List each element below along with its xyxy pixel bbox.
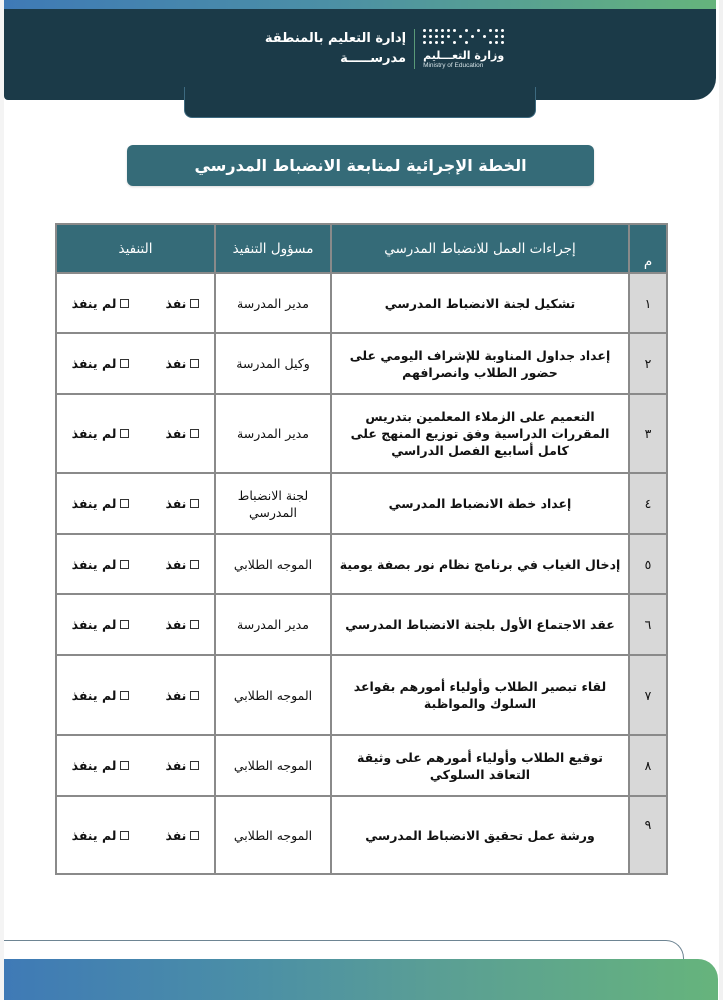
row-number: ٣	[629, 394, 667, 473]
checkbox-not-done[interactable]	[120, 560, 129, 569]
logo-dot	[501, 41, 504, 44]
logo-dot	[489, 29, 492, 32]
checkbox-not-done[interactable]	[120, 761, 129, 770]
header-divider	[414, 29, 415, 69]
option-done[interactable]	[165, 617, 199, 632]
row-execution	[56, 273, 215, 333]
logo-dot	[495, 35, 498, 38]
row-action: عقد الاجتماع الأول بلجنة الانضباط المدرسي	[331, 594, 629, 655]
checkbox-done[interactable]	[190, 691, 199, 700]
logo-dot	[441, 41, 444, 44]
row-responsible: لجنة الانضباط المدرسي	[215, 473, 331, 534]
option-done-label: نفذ	[165, 496, 187, 511]
logo-dot	[435, 29, 438, 32]
logo-dot	[483, 35, 486, 38]
option-done-label: نفذ	[165, 356, 187, 371]
row-number: ٩	[629, 796, 667, 874]
checkbox-done[interactable]	[190, 560, 199, 569]
row-execution	[56, 594, 215, 655]
option-done[interactable]	[165, 758, 199, 773]
option-not-done[interactable]	[72, 758, 130, 773]
row-number: ٤	[629, 473, 667, 534]
checkbox-not-done[interactable]	[120, 429, 129, 438]
option-not-done[interactable]	[72, 557, 130, 572]
row-execution	[56, 473, 215, 534]
option-not-done-label: لم ينفذ	[71, 617, 117, 632]
row-responsible: الموجه الطلابي	[215, 796, 331, 874]
row-action: ورشة عمل تحقيق الانضباط المدرسي	[331, 796, 629, 874]
logo-dot	[435, 41, 438, 44]
logo-dot	[495, 29, 498, 32]
option-not-done[interactable]	[72, 296, 130, 311]
logo-arabic: وزارة التعـــليم	[423, 49, 505, 62]
logo-dot	[429, 35, 432, 38]
logo-dot	[489, 41, 492, 44]
option-done-label: نفذ	[165, 617, 187, 632]
row-execution	[56, 796, 215, 874]
logo-dot	[435, 35, 438, 38]
header-execution: التنفيذ	[56, 224, 215, 273]
logo-dot	[495, 41, 498, 44]
header-responsible: مسؤول التنفيذ	[215, 224, 331, 273]
row-execution	[56, 534, 215, 594]
option-done[interactable]	[165, 296, 199, 311]
header-tab	[184, 87, 536, 118]
row-number: ١	[629, 273, 667, 333]
row-responsible: مدير المدرسة	[215, 273, 331, 333]
option-done-label: نفذ	[165, 687, 187, 703]
org-line2: مدرســـــة	[340, 51, 407, 66]
checkbox-not-done[interactable]	[120, 831, 129, 840]
option-done-label: نفذ	[165, 295, 187, 311]
header-num: م	[629, 224, 667, 273]
logo-dot	[453, 41, 456, 44]
org-text	[265, 29, 406, 69]
table-row	[56, 796, 667, 874]
option-done[interactable]	[165, 688, 199, 703]
checkbox-not-done[interactable]	[120, 499, 129, 508]
logo-dot	[423, 41, 426, 44]
header-branding	[240, 24, 540, 74]
option-done-label: نفذ	[165, 827, 187, 843]
option-not-done[interactable]	[72, 356, 130, 371]
row-responsible: مدير المدرسة	[215, 394, 331, 473]
option-not-done-label: لم ينفذ	[71, 827, 117, 843]
option-not-done[interactable]	[72, 496, 130, 511]
table-row	[56, 473, 667, 534]
logo-dot	[447, 29, 450, 32]
logo-dot	[477, 29, 480, 32]
logo-dot	[465, 29, 468, 32]
logo-dot	[441, 35, 444, 38]
ministry-logo	[423, 29, 515, 69]
checkbox-done[interactable]	[190, 359, 199, 368]
checkbox-done[interactable]	[190, 620, 199, 629]
option-not-done[interactable]	[72, 828, 130, 843]
option-not-done-label: لم ينفذ	[71, 556, 117, 572]
option-not-done-label: لم ينفذ	[71, 496, 117, 511]
option-done[interactable]	[165, 557, 199, 572]
row-action: لقاء تبصير الطلاب وأولياء أمورهم بقواعد السلوك والمواظبة	[331, 655, 629, 735]
top-gradient-stripe	[4, 0, 716, 9]
checkbox-done[interactable]	[190, 499, 199, 508]
option-not-done[interactable]	[72, 688, 130, 703]
page-edge-right	[719, 0, 723, 1000]
row-responsible: مدير المدرسة	[215, 594, 331, 655]
row-action: توقيع الطلاب وأولياء أمورهم على وثيقة التعاقد السلوكي	[331, 735, 629, 796]
option-not-done-label: لم ينفذ	[71, 356, 117, 371]
table-row	[56, 735, 667, 796]
option-not-done-label: لم ينفذ	[71, 687, 117, 703]
row-execution	[56, 333, 215, 394]
footer-gradient-band	[4, 959, 718, 1000]
row-responsible: الموجه الطلابي	[215, 735, 331, 796]
table-row	[56, 655, 667, 735]
checkbox-done[interactable]	[190, 761, 199, 770]
option-done-label: نفذ	[165, 758, 187, 773]
row-responsible: الموجه الطلابي	[215, 655, 331, 735]
logo-dot	[429, 29, 432, 32]
row-action: إعداد خطة الانضباط المدرسي	[331, 473, 629, 534]
logo-dot	[423, 35, 426, 38]
logo-dot	[501, 35, 504, 38]
row-action: التعميم على الزملاء المعلمين بتدريس المقررات الدراسية وفق توزيع المنهج على كامل أسابيع الفصل الدراسي	[331, 394, 629, 473]
option-done[interactable]	[165, 426, 199, 441]
option-done[interactable]	[165, 496, 199, 511]
option-not-done-label: لم ينفذ	[71, 758, 117, 773]
checkbox-not-done[interactable]	[120, 359, 129, 368]
org-line1: إدارة التعليم بالمنطقة	[264, 31, 407, 46]
logo-dot	[459, 35, 462, 38]
row-execution	[56, 394, 215, 473]
table-row	[56, 273, 667, 333]
page-edge-left	[0, 0, 4, 1000]
option-not-done[interactable]	[72, 426, 130, 441]
table-header-row	[56, 224, 667, 273]
row-execution	[56, 735, 215, 796]
plan-table	[55, 223, 668, 875]
checkbox-done[interactable]	[190, 429, 199, 438]
logo-dot	[471, 35, 474, 38]
logo-dot	[441, 29, 444, 32]
checkbox-not-done[interactable]	[120, 299, 129, 308]
logo-dots-icon	[423, 29, 505, 45]
checkbox-done[interactable]	[190, 299, 199, 308]
option-done[interactable]	[165, 828, 199, 843]
row-action: إدخال الغياب في برنامج نظام نور بصفة يومية	[331, 534, 629, 594]
table-row	[56, 594, 667, 655]
logo-dot	[465, 41, 468, 44]
table-body	[56, 273, 667, 874]
header-action: إجراءات العمل للانضباط المدرسي	[331, 224, 629, 273]
row-number: ٨	[629, 735, 667, 796]
row-number: ٦	[629, 594, 667, 655]
option-done-label: نفذ	[165, 426, 187, 441]
option-not-done[interactable]	[72, 617, 130, 632]
checkbox-not-done[interactable]	[120, 620, 129, 629]
logo-dot	[423, 29, 426, 32]
option-done-label: نفذ	[165, 556, 187, 572]
row-number: ٥	[629, 534, 667, 594]
checkbox-not-done[interactable]	[120, 691, 129, 700]
row-number: ٢	[629, 333, 667, 394]
row-action: إعداد جداول المناوبة للإشراف اليومي على حضور الطلاب وانصرافهم	[331, 333, 629, 394]
row-number: ٧	[629, 655, 667, 735]
footer-line	[4, 940, 684, 960]
row-execution	[56, 655, 215, 735]
logo-dot	[447, 35, 450, 38]
logo-english: Ministry of Education	[423, 62, 484, 69]
logo-dot	[501, 29, 504, 32]
row-responsible: الموجه الطلابي	[215, 534, 331, 594]
row-responsible: وكيل المدرسة	[215, 333, 331, 394]
table-row	[56, 394, 667, 473]
table-row	[56, 333, 667, 394]
table-row	[56, 534, 667, 594]
option-not-done-label: لم ينفذ	[71, 426, 117, 441]
option-done[interactable]	[165, 356, 199, 371]
checkbox-done[interactable]	[190, 831, 199, 840]
page-title: الخطة الإجرائية لمتابعة الانضباط المدرسي	[127, 145, 594, 186]
row-action: تشكيل لجنة الانضباط المدرسي	[331, 273, 629, 333]
logo-dot	[429, 41, 432, 44]
option-not-done-label: لم ينفذ	[71, 295, 117, 311]
logo-dot	[453, 29, 456, 32]
